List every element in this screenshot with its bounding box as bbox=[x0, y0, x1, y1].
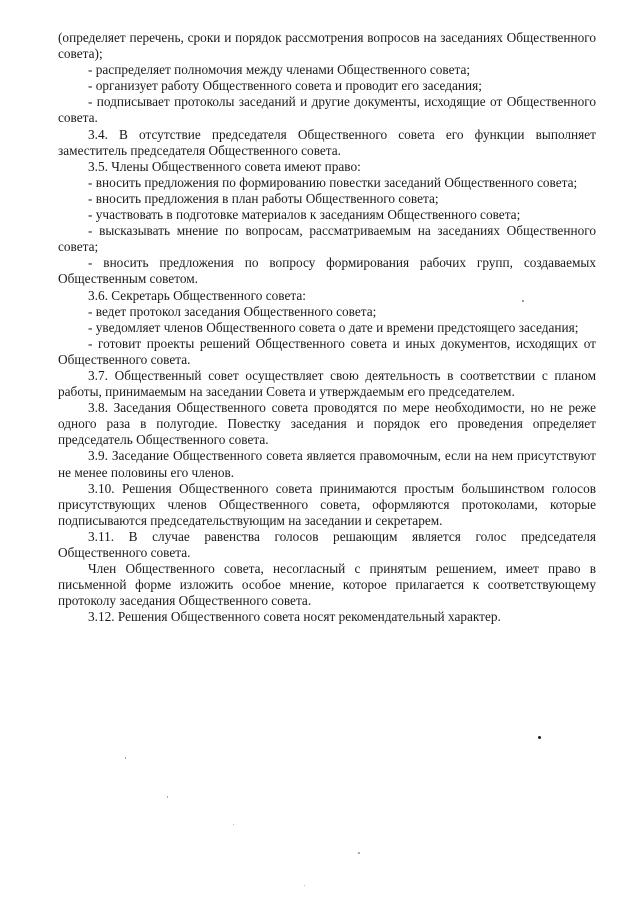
scan-speck bbox=[358, 852, 360, 854]
paragraph-3-6: 3.6. Секретарь Общественного совета: bbox=[88, 287, 306, 303]
paragraph-dissenting-opinion: Член Общественного совета, несогласный с принятым решением, имеет право в письменной форме изложить особое мнение, которое прилагается к соответствующему протоколу заседания Общественного совета. bbox=[58, 561, 596, 609]
scan-speck bbox=[125, 757, 126, 759]
paragraph-notifies-members: - уведомляет членов Общественного совета о дате и времени предстоящего заседания; bbox=[88, 319, 579, 335]
scan-speck bbox=[538, 736, 541, 739]
paragraph-3-9: 3.9. Заседание Общественного совета является правомочным, если на нем присутствуют не менее половины его членов. bbox=[58, 448, 596, 480]
paragraph-right-plan: - вносить предложения в план работы Общественного совета; bbox=[88, 190, 439, 206]
paragraph-3-4: 3.4. В отсутствие председателя Общественного совета его функции выполняет заместитель председателя Общественного совета. bbox=[58, 126, 596, 158]
paragraph-organize-work: - организует работу Общественного совета и проводит его заседания; bbox=[88, 78, 482, 94]
paragraph-3-11: 3.11. В случае равенства голосов решающим является голос председателя Общественного совета. bbox=[58, 528, 596, 560]
paragraph-right-materials: - участвовать в подготовке материалов к заседаниям Общественного совета; bbox=[88, 207, 521, 223]
scan-speck bbox=[522, 300, 524, 302]
paragraph-keeps-protocol: - ведет протокол заседания Общественного совета; bbox=[88, 303, 377, 319]
paragraph-3-5: 3.5. Члены Общественного совета имеют право: bbox=[88, 158, 361, 174]
paragraph-sign-protocols: - подписывает протоколы заседаний и другие документы, исходящие от Общественного совета. bbox=[58, 94, 596, 126]
paragraph-right-agenda: - вносить предложения по формированию повестки заседаний Общественного совета; bbox=[88, 174, 578, 190]
paragraph-3-8: 3.8. Заседания Общественного совета проводятся по мере необходимости, но не реже одного раза в полугодие. Повестку заседания и порядок его проведения определяет председатель Общественного совета. bbox=[58, 400, 596, 448]
paragraph-right-working-groups: - вносить предложения по вопросу формирования рабочих групп, создаваемых Общественным советом. bbox=[58, 255, 596, 287]
paragraph-agenda-continuation: (определяет перечень, сроки и порядок рассмотрения вопросов на заседаниях Общественного совета); bbox=[58, 30, 596, 62]
scan-speck bbox=[304, 885, 305, 886]
paragraph-prepares-drafts: - готовит проекты решений Общественного совета и иных документов, исходящих от Общественного совета. bbox=[58, 335, 596, 367]
scan-speck bbox=[167, 796, 168, 798]
paragraph-3-12: 3.12. Решения Общественного совета носят рекомендательный характер. bbox=[88, 609, 501, 625]
scan-speck bbox=[233, 824, 234, 825]
paragraph-right-opinion: - высказывать мнение по вопросам, рассматриваемым на заседаниях Общественного совета; bbox=[58, 223, 596, 255]
paragraph-distribute-powers: - распределяет полномочия между членами Общественного совета; bbox=[88, 62, 471, 78]
paragraph-3-10: 3.10. Решения Общественного совета принимаются простым большинством голосов присутствующих членов Общественного совета, оформляются протоколами, которые подписываются председательствующим на заседании и секретарем. bbox=[58, 480, 596, 528]
document-page bbox=[58, 30, 596, 625]
paragraph-3-7: 3.7. Общественный совет осуществляет свою деятельность в соответствии с планом работы, принимаемым на заседании Совета и утверждаемым его председателем. bbox=[58, 367, 596, 400]
